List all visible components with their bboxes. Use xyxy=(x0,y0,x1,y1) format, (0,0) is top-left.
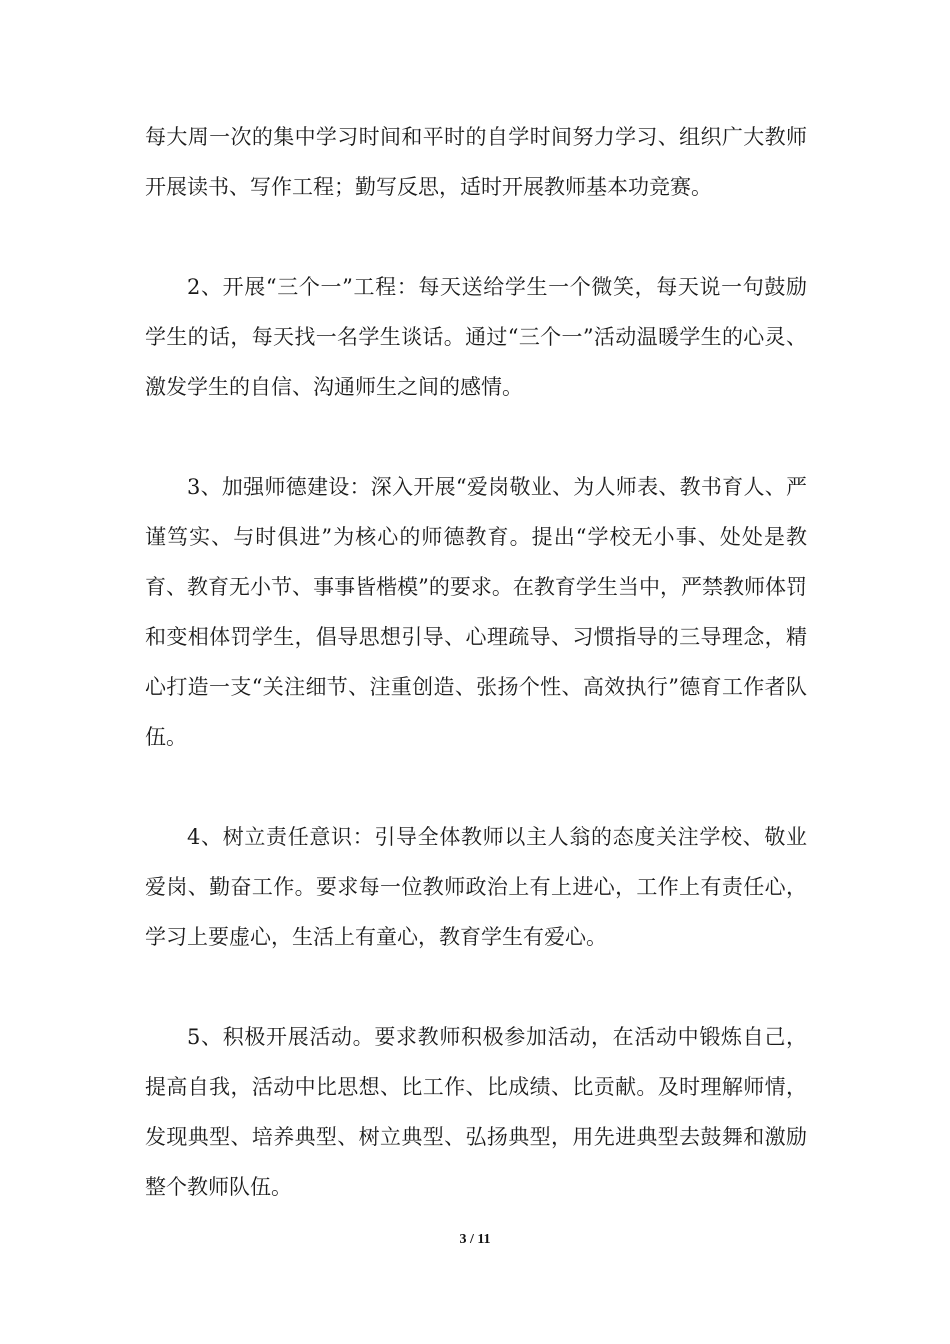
paragraph-item-5: 5、积极开展活动。要求教师积极参加活动，在活动中锻炼自己，提高自我，活动中比思想、比工作、比成绩、比贡献。及时理解师情，发现典型、培养典型、树立典型、弘扬典型，用先进典型去鼓舞和激励整个教师队伍。 xyxy=(145,1025,807,1199)
paragraph-item-3: 3、加强师德建设：深入开展“爱岗敬业、为人师表、教书育人、严谨笃实、与时俱进”为核心的师德教育。提出“学校无小事、处处是教育、教育无小节、事事皆楷模”的要求。在教育学生当中，严禁教师体罚和变相体罚学生，倡导思想引导、心理疏导、习惯指导的三导理念，精心打造一支“关注细节、注重创造、张扬个性、高效执行”德育工作者队伍。 xyxy=(145,475,807,749)
paragraph-item-4: 4、树立责任意识：引导全体教师以主人翁的态度关注学校、敬业爱岗、勤奋工作。要求每一位教师政治上有上进心，工作上有责任心，学习上要虚心，生活上有童心，教育学生有爱心。 xyxy=(145,825,807,949)
document-body xyxy=(145,112,807,1262)
page-number: 3 / 11 xyxy=(459,1232,491,1247)
paragraph-continued: 每大周一次的集中学习时间和平时的自学时间努力学习、组织广大教师开展读书、写作工程；勤写反思，适时开展教师基本功竞赛。 xyxy=(145,125,807,199)
paragraph-item-2: 2、开展“三个一”工程：每天送给学生一个微笑，每天说一句鼓励学生的话，每天找一名学生谈话。通过“三个一”活动温暖学生的心灵、激发学生的自信、沟通师生之间的感情。 xyxy=(145,275,807,399)
